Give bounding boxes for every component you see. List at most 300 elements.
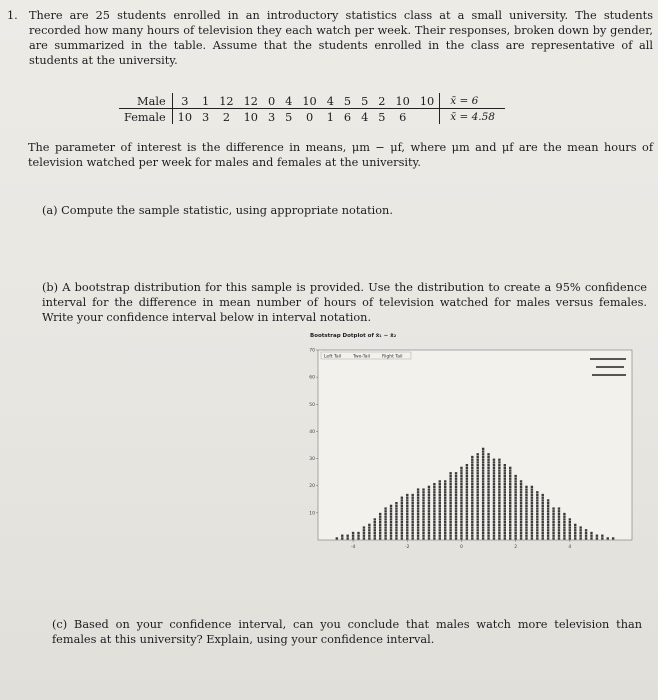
bootstrap-dot <box>449 491 451 493</box>
bootstrap-dot <box>460 494 462 496</box>
bootstrap-dot <box>542 535 544 537</box>
bootstrap-dot <box>574 532 576 534</box>
bootstrap-dot <box>493 532 495 534</box>
bootstrap-dot <box>428 526 430 528</box>
bootstrap-dot <box>504 513 506 515</box>
bootstrap-dot <box>579 537 581 539</box>
bootstrap-dot <box>368 526 370 528</box>
bootstrap-dot <box>455 486 457 488</box>
bootstrap-dot <box>514 478 516 480</box>
bootstrap-dot <box>379 526 381 528</box>
bootstrap-dot <box>493 478 495 480</box>
bootstrap-dot <box>520 529 522 531</box>
bootstrap-dot <box>563 526 565 528</box>
bootstrap-dot <box>525 529 527 531</box>
bootstrap-dot <box>504 507 506 509</box>
bootstrap-dot <box>487 459 489 461</box>
bootstrap-dot <box>509 524 511 526</box>
bootstrap-dot <box>509 537 511 539</box>
bootstrap-dot <box>411 507 413 509</box>
bootstrap-dot <box>520 480 522 482</box>
bootstrap-dot <box>401 507 403 509</box>
bootstrap-dot <box>444 535 446 537</box>
male-value: 4 <box>322 93 339 109</box>
bootstrap-dot <box>428 524 430 526</box>
bootstrap-dot <box>406 497 408 499</box>
bootstrap-dot <box>504 529 506 531</box>
bootstrap-dot <box>417 516 419 518</box>
bootstrap-dot <box>460 483 462 485</box>
bootstrap-dot <box>401 505 403 507</box>
bootstrap-dot <box>477 469 479 471</box>
bootstrap-dot <box>542 494 544 496</box>
bootstrap-dot <box>547 535 549 537</box>
bootstrap-dot <box>579 526 581 528</box>
bootstrap-dot <box>433 513 435 515</box>
bootstrap-dot <box>395 521 397 523</box>
bootstrap-dot <box>525 535 527 537</box>
bootstrap-dot <box>390 507 392 509</box>
bootstrap-dot <box>498 472 500 474</box>
bootstrap-dot <box>471 464 473 466</box>
bootstrap-dot <box>477 524 479 526</box>
bootstrap-dot <box>498 459 500 461</box>
problem-intro <box>7 8 653 68</box>
bootstrap-dot <box>514 510 516 512</box>
bootstrap-dot <box>569 524 571 526</box>
bootstrap-dot <box>460 524 462 526</box>
bootstrap-dot <box>471 472 473 474</box>
bootstrap-dot <box>509 478 511 480</box>
bootstrap-dot <box>590 535 592 537</box>
bootstrap-dot <box>509 502 511 504</box>
bootstrap-dot <box>368 535 370 537</box>
bootstrap-dot <box>460 488 462 490</box>
bootstrap-dot <box>449 497 451 499</box>
bootstrap-dot <box>493 513 495 515</box>
bootstrap-dot <box>487 456 489 458</box>
bootstrap-dot <box>493 499 495 501</box>
bootstrap-dot <box>525 524 527 526</box>
bootstrap-dot <box>487 532 489 534</box>
bootstrap-dot <box>531 491 533 493</box>
bootstrap-dot <box>547 513 549 515</box>
bootstrap-dot <box>520 502 522 504</box>
bootstrap-dot <box>493 526 495 528</box>
bootstrap-dot <box>460 467 462 469</box>
summary-mark <box>592 374 626 376</box>
bootstrap-dot <box>395 510 397 512</box>
bootstrap-dot <box>368 537 370 539</box>
bootstrap-dot <box>520 521 522 523</box>
bootstrap-dot <box>487 478 489 480</box>
bootstrap-dot <box>498 475 500 477</box>
bootstrap-dot <box>406 521 408 523</box>
bootstrap-dot <box>395 524 397 526</box>
female-value: 3 <box>267 110 276 124</box>
bootstrap-dot <box>428 491 430 493</box>
male-value: 12 <box>214 93 238 109</box>
bootstrap-dot <box>531 502 533 504</box>
bootstrap-dot <box>406 505 408 507</box>
legend-entry: Two-Tail <box>353 354 370 360</box>
bootstrap-dot <box>406 499 408 501</box>
bootstrap-dot <box>471 524 473 526</box>
bootstrap-dot <box>509 480 511 482</box>
bootstrap-dot <box>444 497 446 499</box>
bootstrap-dot <box>433 491 435 493</box>
bootstrap-dot <box>482 497 484 499</box>
bootstrap-dot <box>433 529 435 531</box>
bootstrap-dot <box>569 537 571 539</box>
bootstrap-dot <box>498 483 500 485</box>
bootstrap-dot <box>520 510 522 512</box>
bootstrap-dot <box>417 491 419 493</box>
bootstrap-dot <box>536 499 538 501</box>
bootstrap-dot <box>471 505 473 507</box>
bootstrap-dot <box>390 532 392 534</box>
bootstrap-dot <box>558 507 560 509</box>
bootstrap-dot <box>401 510 403 512</box>
bootstrap-dot <box>498 526 500 528</box>
bootstrap-dot <box>487 488 489 490</box>
bootstrap-dot <box>477 516 479 518</box>
bootstrap-dot <box>477 526 479 528</box>
bootstrap-dot <box>417 521 419 523</box>
bootstrap-dot <box>487 491 489 493</box>
bootstrap-dot <box>536 491 538 493</box>
bootstrap-dot <box>514 521 516 523</box>
bootstrap-dot <box>558 513 560 515</box>
female-value: 0 <box>305 110 314 124</box>
bootstrap-dot <box>563 521 565 523</box>
bootstrap-dot <box>379 529 381 531</box>
bootstrap-dot <box>466 516 468 518</box>
bootstrap-dot <box>357 537 359 539</box>
bootstrap-dot <box>493 488 495 490</box>
bootstrap-dot <box>460 486 462 488</box>
bootstrap-dot <box>401 526 403 528</box>
bootstrap-dot <box>493 537 495 539</box>
bootstrap-dot <box>471 491 473 493</box>
bootstrap-dot <box>487 480 489 482</box>
bootstrap-dot <box>401 537 403 539</box>
bootstrap-dot <box>514 507 516 509</box>
bootstrap-dot <box>482 502 484 504</box>
bootstrap-dot <box>563 532 565 534</box>
bootstrap-dot <box>477 491 479 493</box>
bootstrap-dot <box>514 532 516 534</box>
bootstrap-dot <box>477 513 479 515</box>
bootstrap-dot <box>552 510 554 512</box>
bootstrap-dot <box>498 478 500 480</box>
bootstrap-dot <box>509 475 511 477</box>
bootstrap-dot <box>579 532 581 534</box>
bootstrap-dot <box>471 469 473 471</box>
female-value: 10 <box>177 110 193 124</box>
bootstrap-dot <box>504 521 506 523</box>
bootstrap-dot <box>439 516 441 518</box>
bootstrap-dot <box>466 532 468 534</box>
bootstrap-dot <box>444 532 446 534</box>
bootstrap-dot <box>493 475 495 477</box>
bootstrap-dot <box>428 505 430 507</box>
bootstrap-dot <box>444 505 446 507</box>
bootstrap-dot <box>536 505 538 507</box>
bootstrap-dot <box>379 537 381 539</box>
bootstrap-dot <box>487 486 489 488</box>
bootstrap-dot <box>504 488 506 490</box>
bootstrap-dot <box>471 475 473 477</box>
bootstrap-dot <box>482 448 484 450</box>
male-value: 4 <box>280 93 297 109</box>
bootstrap-dot <box>552 524 554 526</box>
bootstrap-dot <box>444 491 446 493</box>
bootstrap-dot <box>460 537 462 539</box>
bootstrap-dot <box>509 469 511 471</box>
bootstrap-dot <box>363 532 365 534</box>
bootstrap-dot <box>487 518 489 520</box>
bootstrap-dot <box>482 478 484 480</box>
bootstrap-dot <box>504 537 506 539</box>
female-value: 4 <box>361 110 369 124</box>
bootstrap-dot <box>558 535 560 537</box>
bootstrap-dot <box>590 532 592 534</box>
bootstrap-dot <box>493 464 495 466</box>
bootstrap-dot <box>482 483 484 485</box>
bootstrap-dot <box>493 529 495 531</box>
bootstrap-dot <box>482 524 484 526</box>
bootstrap-dot <box>547 521 549 523</box>
female-row <box>119 109 505 125</box>
bootstrap-dot <box>558 537 560 539</box>
bootstrap-dot <box>531 521 533 523</box>
bootstrap-dot <box>439 513 441 515</box>
bootstrap-dot <box>471 526 473 528</box>
bootstrap-dot <box>542 510 544 512</box>
bootstrap-dot <box>525 532 527 534</box>
bootstrap-dot <box>466 529 468 531</box>
bootstrap-dot <box>558 510 560 512</box>
bootstrap-dot <box>417 532 419 534</box>
bootstrap-dot <box>552 518 554 520</box>
bootstrap-dot <box>384 526 386 528</box>
bootstrap-dot <box>439 497 441 499</box>
bootstrap-dot <box>477 537 479 539</box>
bootstrap-dot <box>341 535 343 537</box>
bootstrap-dot <box>455 537 457 539</box>
bootstrap-dot <box>368 532 370 534</box>
bootstrap-dot <box>471 513 473 515</box>
bootstrap-dot <box>477 486 479 488</box>
bootstrap-dot <box>547 505 549 507</box>
bootstrap-dot <box>395 505 397 507</box>
bootstrap-dot <box>498 494 500 496</box>
bootstrap-dot <box>390 505 392 507</box>
bootstrap-dot <box>514 529 516 531</box>
bootstrap-dot <box>460 529 462 531</box>
bootstrap-dot <box>384 537 386 539</box>
bootstrap-dot <box>439 480 441 482</box>
bootstrap-dot <box>531 497 533 499</box>
bootstrap-dot <box>514 480 516 482</box>
bootstrap-dot <box>455 516 457 518</box>
bootstrap-dot <box>520 513 522 515</box>
bootstrap-dot <box>569 526 571 528</box>
bootstrap-dot <box>428 513 430 515</box>
bootstrap-dot <box>487 469 489 471</box>
bootstrap-dot <box>406 524 408 526</box>
bootstrap-dot <box>449 516 451 518</box>
bootstrap-dot <box>482 459 484 461</box>
bootstrap-dot <box>379 516 381 518</box>
bootstrap-dot <box>487 464 489 466</box>
bootstrap-dot <box>498 491 500 493</box>
bootstrap-dot <box>574 537 576 539</box>
problem-number: 1. <box>7 9 18 22</box>
bootstrap-dot <box>444 521 446 523</box>
bootstrap-dot <box>384 529 386 531</box>
bootstrap-dot <box>520 537 522 539</box>
bootstrap-dot <box>498 516 500 518</box>
bootstrap-dot <box>525 507 527 509</box>
bootstrap-dot <box>520 535 522 537</box>
bootstrap-dot <box>504 467 506 469</box>
bootstrap-dot <box>471 494 473 496</box>
bootstrap-dot <box>455 521 457 523</box>
bootstrap-dot <box>449 502 451 504</box>
bootstrap-dot <box>525 510 527 512</box>
bootstrap-dot <box>493 497 495 499</box>
bootstrap-dot <box>455 494 457 496</box>
bootstrap-dot <box>433 488 435 490</box>
bootstrap-dot <box>558 529 560 531</box>
bootstrap-dot <box>487 494 489 496</box>
bootstrap-dot <box>504 475 506 477</box>
bootstrap-dot <box>401 529 403 531</box>
bootstrap-dot <box>471 497 473 499</box>
bootstrap-dot <box>395 526 397 528</box>
bootstrap-dot <box>525 494 527 496</box>
bootstrap-dot <box>460 516 462 518</box>
bootstrap-dot <box>487 497 489 499</box>
male-mean: x̄ = 6 <box>440 93 506 109</box>
bootstrap-dot <box>406 535 408 537</box>
bootstrap-dot <box>471 459 473 461</box>
bootstrap-dot <box>504 483 506 485</box>
bootstrap-dot <box>520 486 522 488</box>
bootstrap-dot <box>504 480 506 482</box>
bootstrap-dot <box>384 516 386 518</box>
bootstrap-dot <box>477 475 479 477</box>
bootstrap-dot <box>460 513 462 515</box>
bootstrap-dot <box>439 491 441 493</box>
bootstrap-dot <box>401 502 403 504</box>
bootstrap-dot <box>346 537 348 539</box>
bootstrap-dot <box>417 513 419 515</box>
bootstrap-dot <box>471 537 473 539</box>
bootstrap-dot <box>482 494 484 496</box>
bootstrap-dot <box>536 537 538 539</box>
bootstrap-dot <box>395 532 397 534</box>
bootstrap-dot <box>401 521 403 523</box>
bootstrap-dot <box>536 526 538 528</box>
bootstrap-dot <box>460 497 462 499</box>
bootstrap-dot <box>455 475 457 477</box>
bootstrap-dot <box>531 488 533 490</box>
female-value: 3 <box>202 110 210 124</box>
y-tick-label: 20 <box>309 484 315 490</box>
bootstrap-dot <box>395 535 397 537</box>
bootstrap-dot <box>379 524 381 526</box>
bootstrap-dot <box>428 529 430 531</box>
bootstrap-dot <box>449 535 451 537</box>
bootstrap-dot <box>477 521 479 523</box>
bootstrap-dot <box>482 461 484 463</box>
bootstrap-dot <box>509 483 511 485</box>
bootstrap-dot <box>439 518 441 520</box>
bootstrap-dot <box>433 505 435 507</box>
bootstrap-dot <box>471 483 473 485</box>
bootstrap-dot <box>487 472 489 474</box>
bootstrap-dot <box>384 507 386 509</box>
bootstrap-dot <box>384 518 386 520</box>
bootstrap-dot <box>384 521 386 523</box>
bootstrap-dot <box>498 518 500 520</box>
bootstrap-dot <box>406 526 408 528</box>
male-value: 3 <box>172 93 197 109</box>
bootstrap-dot <box>466 497 468 499</box>
x-tick-label: -2 <box>405 545 410 550</box>
bootstrap-dot <box>487 505 489 507</box>
bootstrap-dot <box>509 526 511 528</box>
bootstrap-dot <box>449 472 451 474</box>
bootstrap-dot <box>422 505 424 507</box>
bootstrap-dot <box>444 510 446 512</box>
bootstrap-dot <box>558 516 560 518</box>
bootstrap-dot <box>514 475 516 477</box>
bootstrap-dot <box>444 499 446 501</box>
bootstrap-dot <box>536 521 538 523</box>
bootstrap-dot <box>455 505 457 507</box>
bootstrap-dot <box>466 486 468 488</box>
bootstrap-dot <box>482 491 484 493</box>
bootstrap-dot <box>444 486 446 488</box>
bootstrap-dot <box>531 529 533 531</box>
bootstrap-dot <box>520 532 522 534</box>
bootstrap-dot <box>433 507 435 509</box>
bootstrap-dot <box>422 529 424 531</box>
bootstrap-dot <box>411 494 413 496</box>
bootstrap-dot <box>493 494 495 496</box>
bootstrap-dot <box>536 532 538 534</box>
bootstrap-dot <box>449 478 451 480</box>
bootstrap-dot <box>542 507 544 509</box>
bootstrap-dot <box>525 516 527 518</box>
bootstrap-dot <box>509 516 511 518</box>
bootstrap-dot <box>390 516 392 518</box>
bootstrap-dot <box>433 497 435 499</box>
bootstrap-dot <box>542 537 544 539</box>
bootstrap-dot <box>444 480 446 482</box>
bootstrap-dot <box>531 537 533 539</box>
bootstrap-dot <box>509 486 511 488</box>
bootstrap-dot <box>477 497 479 499</box>
bootstrap-dot <box>525 499 527 501</box>
bootstrap-dot <box>531 532 533 534</box>
bootstrap-dot <box>563 518 565 520</box>
bootstrap-dot <box>596 537 598 539</box>
